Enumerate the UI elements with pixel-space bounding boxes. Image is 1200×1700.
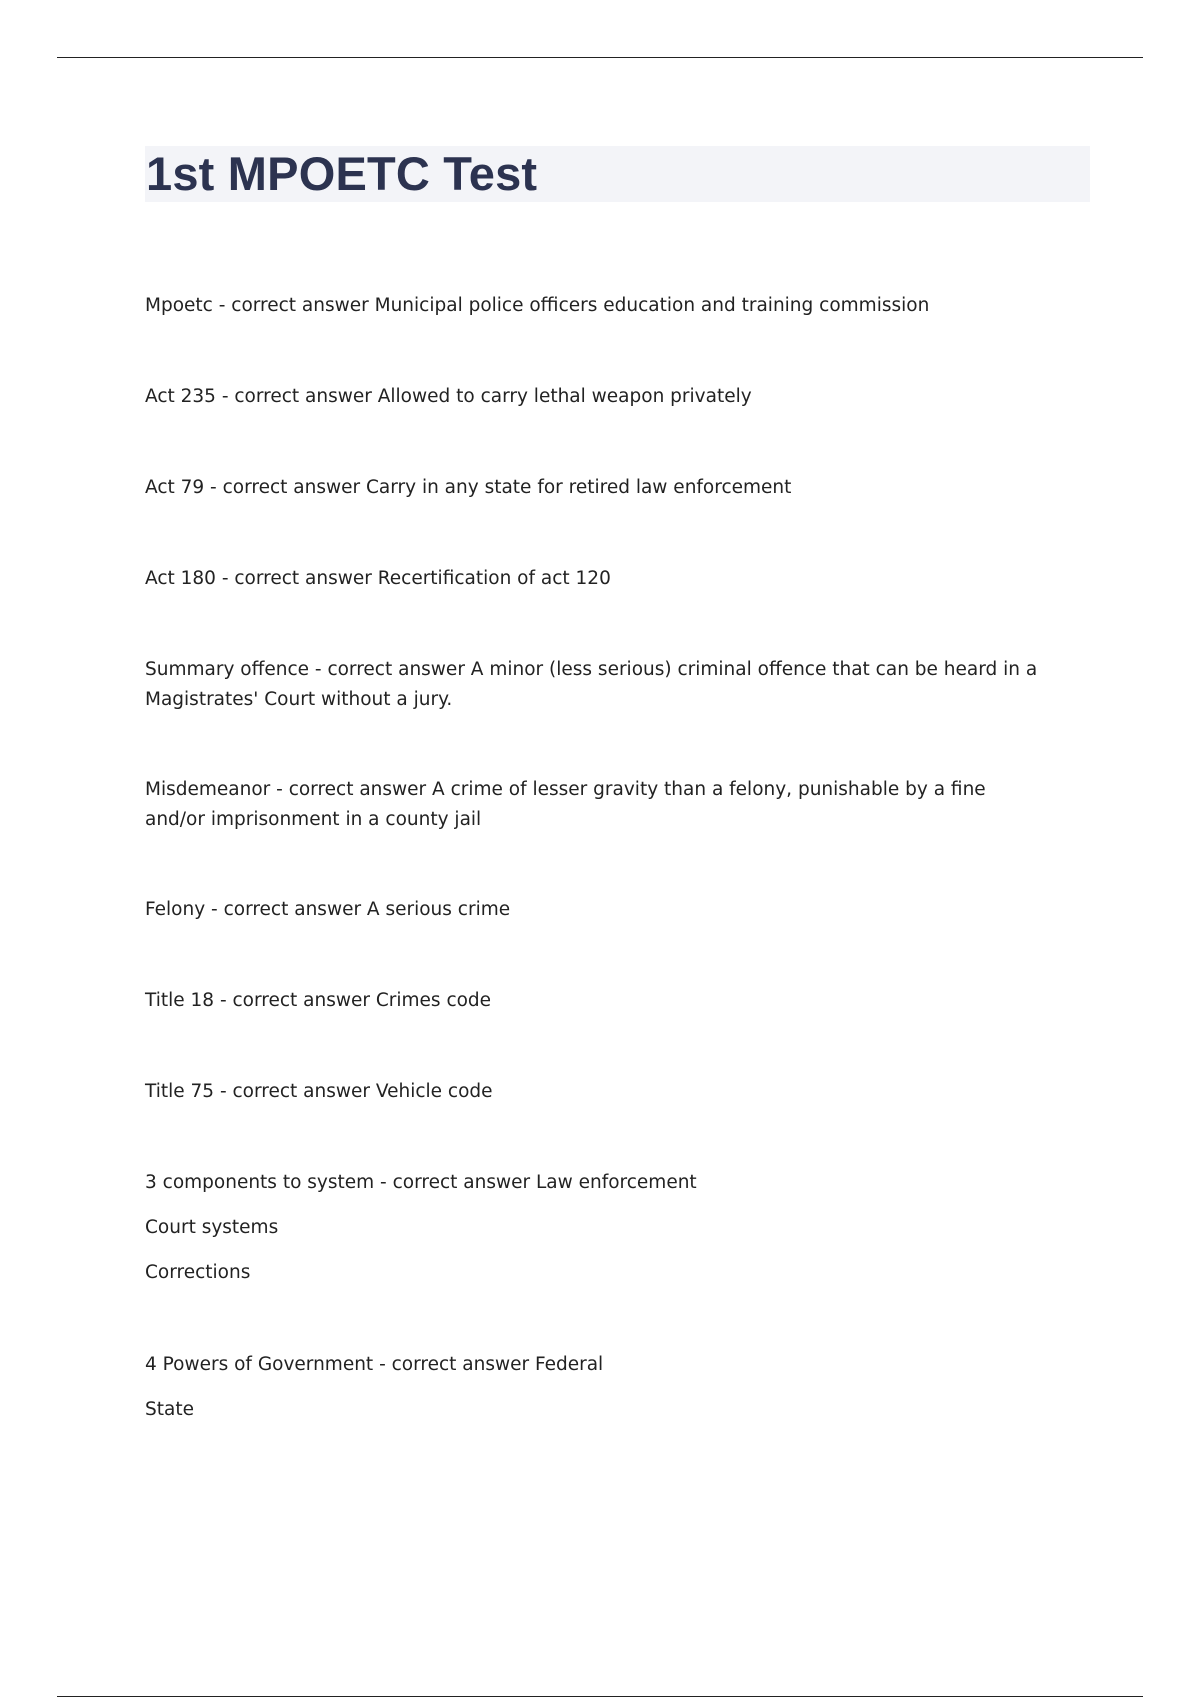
qa-text: Felony - correct answer A serious crime — [145, 899, 511, 920]
qa-text: Act 180 - correct answer Recertification of act 120 — [145, 568, 611, 589]
qa-item — [145, 382, 1045, 412]
page-title: 1st MPOETC Test — [146, 147, 538, 200]
qa-extra-line: State — [145, 1399, 194, 1420]
qa-item — [145, 1168, 1045, 1288]
qa-text: Title 75 - correct answer Vehicle code — [145, 1081, 493, 1102]
qa-text: Misdemeanor - correct answer A crime of lesser gravity than a felony, punishable by a fine and/or imprisonment in a county jail — [145, 779, 986, 830]
qa-text: 4 Powers of Government - correct answer Federal — [145, 1354, 604, 1375]
qa-item — [145, 1077, 1045, 1107]
qa-item — [145, 775, 1045, 835]
qa-item — [145, 291, 1045, 321]
qa-item — [145, 986, 1045, 1016]
qa-text: Act 235 - correct answer Allowed to carry lethal weapon privately — [145, 386, 752, 407]
qa-item — [145, 564, 1045, 594]
qa-item — [145, 473, 1045, 503]
qa-item — [145, 1350, 1045, 1425]
qa-item — [145, 895, 1045, 925]
qa-extra-line: Corrections — [145, 1262, 251, 1283]
qa-text: Mpoetc - correct answer Municipal police officers education and training commission — [145, 295, 930, 316]
qa-text: 3 components to system - correct answer Law enforcement — [145, 1172, 697, 1193]
qa-text: Act 79 - correct answer Carry in any state for retired law enforcement — [145, 477, 792, 498]
top-rule — [57, 57, 1143, 58]
bottom-rule — [57, 1696, 1143, 1697]
qa-extra-line: Court systems — [145, 1217, 279, 1238]
qa-text: Title 18 - correct answer Crimes code — [145, 990, 492, 1011]
qa-text: Summary offence - correct answer A minor (less serious) criminal offence that can be heard in a Magistrates' Court without a jury. — [145, 659, 1038, 710]
qa-item — [145, 655, 1045, 715]
